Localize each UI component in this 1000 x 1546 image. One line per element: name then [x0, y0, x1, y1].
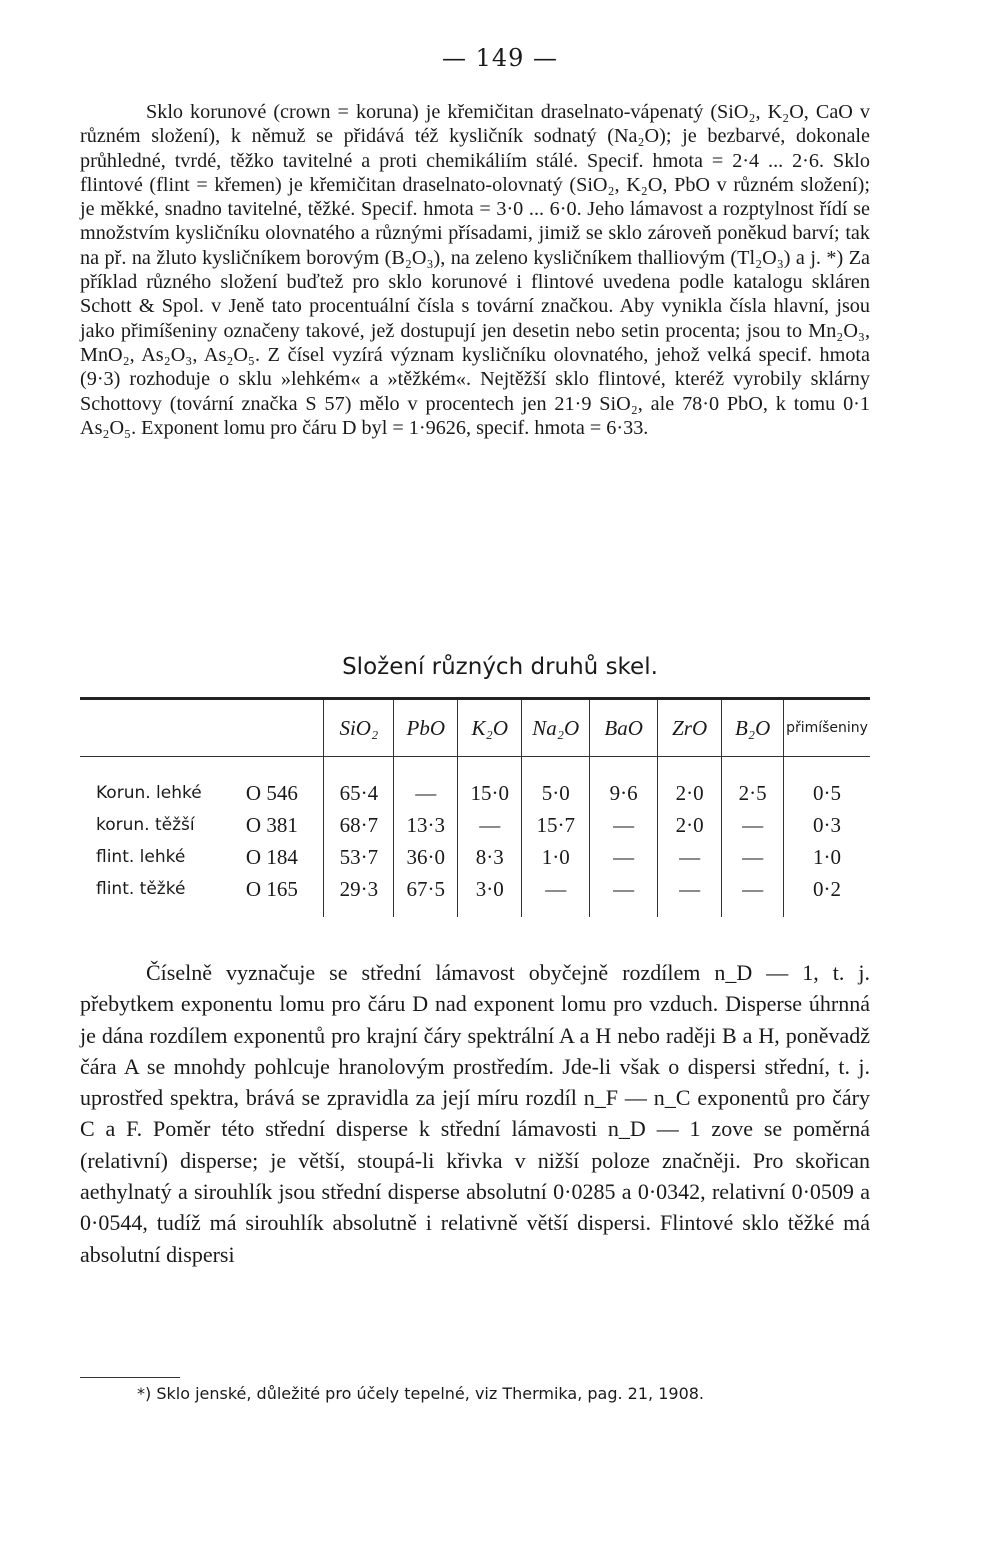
- header-empty: [80, 699, 324, 757]
- cell-na2o: 5·0: [522, 777, 590, 809]
- row-glass-code: O 184: [245, 844, 298, 869]
- row-glass-name: flint. lehké: [96, 847, 186, 867]
- cell-impurities: 0·2: [784, 873, 870, 905]
- row-glass-code: O 165: [245, 876, 298, 901]
- paragraph-crown-flint-glass: Sklo korunové (crown = koruna) je křemičitan draselnato-vápenatý (SiO₂, K₂O, CaO v různém složení), k němuž se přidává též kysličník sodnatý (Na₂O); je bezbarvé, dokonale průhledné, tvrdé, těžko tavitelné a proti chemikáliím stálé. Specif. hmota = 2·4 ... 2·6. Sklo flintové (flint = křemen) je křemičitan draselnato-olovnatý (SiO₂, K₂O, PbO v různém složení); je měkké, snadno tavitelné, těžké. Specif. hmota = 3·0 ... 6·0. Jeho lámavost a rozptylnost řídí se množstvím kysličníku olovnatého a různými přísadami, jimiž se sklo zároveň poněkud barví; tak na př. na žluto kysličníkem borovým (B₂O₃), na zeleno kysličníkem thalliovým (Tl₂O₃) a j. *) Za příklad různého složení buďtež pro sklo korunové i flintové uvedena podle katalogu skláren Schott & Spol. v Jeně tato procentuální čísla s tovární značkou. Aby vynikla čísla hlavní, jsou jako přimíšeniny označeny takové, jež dostupují jen desetin nebo setin procenta; jsou to Mn₂O₃, MnO₂, As₂O₃, As₂O₅. Z čísel vyzírá význam kysličníku olovnatého, jehož velká specif. hmota (9·3) rozhoduje o sklu »lehkém« a »těžkém«. Nejtěžší sklo flintové, kteréž vyrobily sklárny Schottovy (tovární značka S 57) mělo v procentech jen 21·9 SiO₂, ale 78·0 PbO, k tomu 0·1 As₂O₅. Exponent lomu pro čáru D byl = 1·9626, specif. hmota = 6·33.: [80, 101, 870, 439]
- table-spacer-row: [80, 905, 870, 917]
- footnote-divider: [80, 1377, 180, 1378]
- cell-pbo: 36·0: [394, 841, 458, 873]
- composition-table-container: [80, 697, 870, 917]
- table-row: [80, 777, 870, 809]
- row-glass-code: O 546: [245, 780, 298, 805]
- row-glass-name: Korun. lehké: [96, 783, 202, 803]
- cell-sio2: 68·7: [324, 809, 394, 841]
- cell-bao: —: [590, 873, 658, 905]
- header-bao: BaO: [590, 699, 658, 757]
- cell-impurities: 0·3: [784, 809, 870, 841]
- cell-k2o: 8·3: [458, 841, 522, 873]
- cell-b2o: 2·5: [722, 777, 784, 809]
- row-glass-code: O 381: [245, 812, 298, 837]
- header-b2o: B₂O: [722, 699, 784, 757]
- cell-bao: 9·6: [590, 777, 658, 809]
- table-title: Složení různých druhů skel.: [342, 654, 658, 680]
- cell-zro: 2·0: [658, 809, 722, 841]
- cell-zro: —: [658, 873, 722, 905]
- cell-na2o: 15·7: [522, 809, 590, 841]
- cell-sio2: 65·4: [324, 777, 394, 809]
- cell-pbo: 13·3: [394, 809, 458, 841]
- cell-zro: 2·0: [658, 777, 722, 809]
- header-sio2: SiO₂: [324, 699, 394, 757]
- row-glass-name: flint. těžké: [96, 879, 186, 899]
- page-number: — 149 —: [441, 44, 559, 72]
- table-row: [80, 873, 870, 905]
- cell-bao: —: [590, 809, 658, 841]
- header-na2o: Na₂O: [522, 699, 590, 757]
- cell-k2o: —: [458, 809, 522, 841]
- footnote: *) Sklo jenské, důležité pro účely tepelné, viz Thermika, pag. 21, 1908.: [137, 1384, 705, 1403]
- paragraph-refraction-dispersion: Číselně vyznačuje se střední lámavost obyčejně rozdílem n_D — 1, t. j. přebytkem exponentu lomu pro čáru D nad exponent lomu pro vzduch. Disperse úhrnná je dána rozdílem exponentů pro krajní čáry spektrální A a H nebo raději B a H, poněvadž čára A se mnohdy pohlcuje hranolovým prostředím. Jde-li však o dispersi střední, t. j. uprostřed spektra, brává se zpravidla za její míru rozdíl n_F — n_C exponentů pro čáry C a F. Poměr této střední disperse k střední lámavosti n_D — 1 zove se poměrná (relativní) disperse; je větší, stoupá-li křivka v nižší poloze značněji. Pro skořican aethylnatý a sirouhlík jsou střední disperse absolutní 0·0285 a 0·0342, relativní 0·0509 a 0·0544, tudíž má sirouhlík absolutně i relativně větší dispersi. Flintové sklo těžké má absolutní dispersi: [80, 960, 870, 1267]
- table-row: [80, 809, 870, 841]
- cell-sio2: 53·7: [324, 841, 394, 873]
- cell-sio2: 29·3: [324, 873, 394, 905]
- cell-b2o: —: [722, 809, 784, 841]
- header-impurities: přimíšeniny: [784, 699, 870, 757]
- cell-k2o: 15·0: [458, 777, 522, 809]
- header-k2o: K₂O: [458, 699, 522, 757]
- cell-pbo: —: [394, 777, 458, 809]
- cell-na2o: —: [522, 873, 590, 905]
- table-spacer-row: [80, 757, 870, 778]
- glass-composition-table: [80, 697, 870, 917]
- cell-k2o: 3·0: [458, 873, 522, 905]
- cell-bao: —: [590, 841, 658, 873]
- table-header-row: [80, 699, 870, 757]
- cell-na2o: 1·0: [522, 841, 590, 873]
- header-pbo: PbO: [394, 699, 458, 757]
- header-zro: ZrO: [658, 699, 722, 757]
- cell-impurities: 0·5: [784, 777, 870, 809]
- table-row: [80, 841, 870, 873]
- cell-zro: —: [658, 841, 722, 873]
- cell-b2o: —: [722, 841, 784, 873]
- cell-impurities: 1·0: [784, 841, 870, 873]
- row-glass-name: korun. těžší: [96, 815, 195, 835]
- cell-b2o: —: [722, 873, 784, 905]
- cell-pbo: 67·5: [394, 873, 458, 905]
